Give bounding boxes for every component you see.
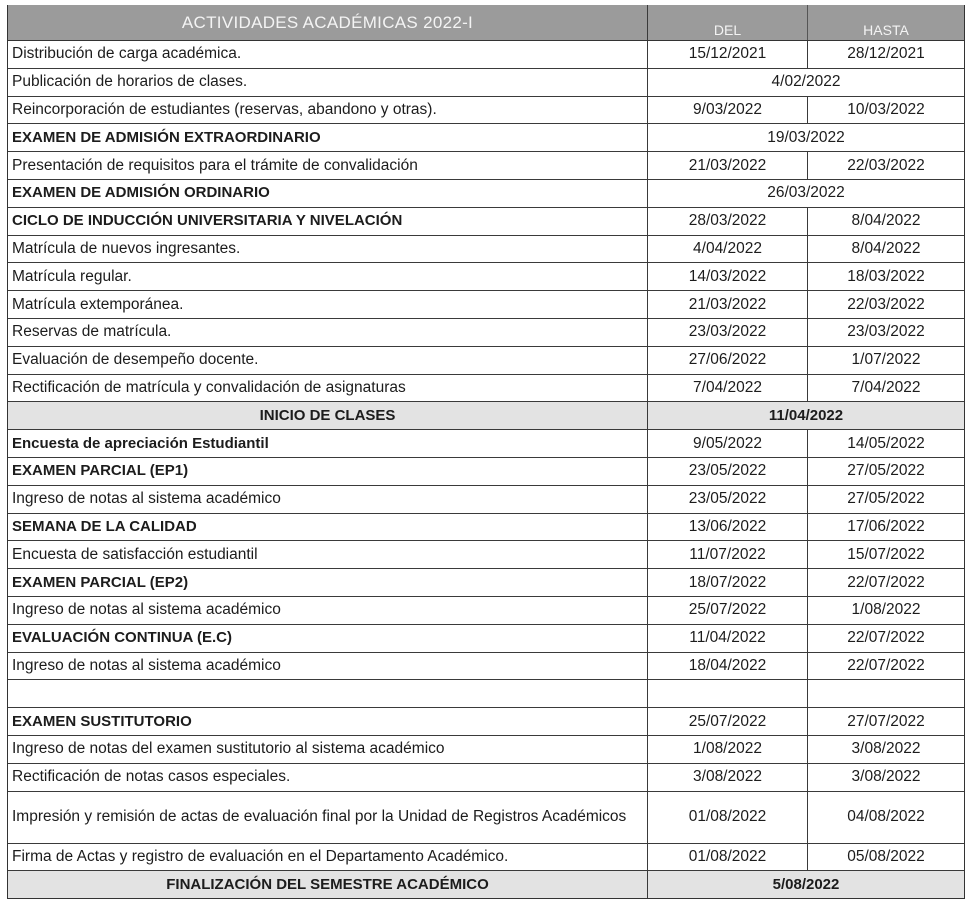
table-row-empty — [8, 680, 964, 708]
table-row — [8, 625, 964, 653]
table-row — [8, 597, 964, 625]
column-header-from: DEL — [648, 5, 808, 40]
activity-cell: INICIO DE CLASES — [8, 402, 648, 429]
activity-cell: CICLO DE INDUCCIÓN UNIVERSITARIA Y NIVELACIÓN — [8, 208, 648, 235]
activity-cell: Reincorporación de estudiantes (reservas, abandono y otras). — [8, 97, 648, 124]
from-date-cell: 25/07/2022 — [648, 708, 808, 735]
to-date-cell: 3/08/2022 — [851, 740, 921, 758]
from-date-cell: 23/05/2022 — [648, 486, 808, 513]
table-row — [8, 486, 964, 514]
from-date-cell: 21/03/2022 — [648, 291, 808, 318]
from-date-cell: 7/04/2022 — [648, 375, 808, 402]
table-row-highlight — [8, 402, 964, 430]
from-date-cell: 9/05/2022 — [648, 430, 808, 457]
activity-cell: Firma de Actas y registro de evaluación en el Departamento Académico. — [8, 844, 648, 871]
activity-cell: EXAMEN SUSTITUTORIO — [8, 708, 648, 735]
table-row — [8, 41, 964, 69]
from-date-cell: 9/03/2022 — [648, 97, 808, 124]
table-title: ACTIVIDADES ACADÉMICAS 2022-I — [8, 5, 648, 40]
to-date-cell: 8/04/2022 — [851, 239, 921, 257]
column-header-to: HASTA — [863, 22, 909, 38]
table-row — [8, 208, 964, 236]
date-cell: 26/03/2022 — [767, 184, 845, 202]
from-date-cell: 11/04/2022 — [648, 625, 808, 652]
to-date-cell: 3/08/2022 — [851, 768, 921, 786]
table-row — [8, 152, 964, 180]
date-cell: 19/03/2022 — [767, 128, 845, 146]
table-row — [8, 792, 964, 844]
activity-cell: EVALUACIÓN CONTINUA (E.C) — [8, 625, 648, 652]
table-row — [8, 430, 964, 458]
to-date-cell: 22/03/2022 — [847, 156, 925, 174]
to-date-cell: 22/07/2022 — [847, 629, 925, 647]
table-row — [8, 458, 964, 486]
table-row — [8, 97, 964, 125]
to-date-cell: 23/03/2022 — [847, 323, 925, 341]
table-row — [8, 319, 964, 347]
from-date-cell: 01/08/2022 — [648, 844, 808, 871]
to-date-cell — [808, 680, 964, 707]
from-date-cell: 27/06/2022 — [648, 347, 808, 374]
date-cell: 11/04/2022 — [768, 406, 844, 424]
table-row — [8, 708, 964, 736]
activity-cell: Encuesta de satisfacción estudiantil — [8, 541, 648, 568]
activity-cell: SEMANA DE LA CALIDAD — [8, 514, 648, 541]
to-date-cell: 17/06/2022 — [847, 517, 925, 535]
from-date-cell: 23/05/2022 — [648, 458, 808, 485]
activity-cell: EXAMEN PARCIAL (EP2) — [8, 569, 648, 596]
to-date-cell: 05/08/2022 — [847, 847, 925, 865]
table-row — [8, 375, 964, 403]
from-date-cell: 21/03/2022 — [648, 152, 808, 179]
from-date-cell: 01/08/2022 — [648, 792, 808, 843]
to-date-cell: 04/08/2022 — [847, 808, 925, 826]
from-date-cell — [648, 680, 808, 707]
table-row — [8, 124, 964, 152]
activity-cell: Rectificación de notas casos especiales. — [8, 764, 648, 791]
activity-cell: Matrícula extemporánea. — [8, 291, 648, 318]
activity-cell: Rectificación de matrícula y convalidación de asignaturas — [8, 375, 648, 402]
activity-cell: Impresión y remisión de actas de evaluación final por la Unidad de Registros Académicos — [8, 792, 648, 843]
from-date-cell: 1/08/2022 — [648, 736, 808, 763]
table-row — [8, 263, 964, 291]
from-date-cell: 4/04/2022 — [648, 236, 808, 263]
to-date-cell: 7/04/2022 — [851, 378, 921, 396]
activity-cell: Publicación de horarios de clases. — [8, 69, 648, 96]
table-row — [8, 69, 964, 97]
to-date-cell: 15/07/2022 — [847, 545, 925, 563]
table-header — [8, 5, 964, 41]
from-date-cell: 25/07/2022 — [648, 597, 808, 624]
activity-cell: Ingreso de notas al sistema académico — [8, 653, 648, 680]
to-date-cell: 27/05/2022 — [847, 490, 925, 508]
from-date-cell: 18/07/2022 — [648, 569, 808, 596]
table-row — [8, 514, 964, 542]
activity-cell: Distribución de carga académica. — [8, 41, 648, 68]
from-date-cell: 11/07/2022 — [648, 541, 808, 568]
activity-cell: Ingreso de notas del examen sustitutorio al sistema académico — [8, 736, 648, 763]
to-date-cell: 10/03/2022 — [847, 100, 925, 118]
table-row — [8, 569, 964, 597]
activity-cell: Encuesta de apreciación Estudiantil — [8, 430, 648, 457]
table-row — [8, 236, 964, 264]
to-date-cell: 22/07/2022 — [847, 656, 925, 674]
table-row — [8, 736, 964, 764]
activity-cell: Ingreso de notas al sistema académico — [8, 486, 648, 513]
activity-cell: EXAMEN PARCIAL (EP1) — [8, 458, 648, 485]
date-cell: 5/08/2022 — [772, 875, 840, 893]
academic-calendar-table — [7, 5, 965, 899]
to-date-cell: 8/04/2022 — [851, 212, 921, 230]
activity-cell: Presentación de requisitos para el trámite de convalidación — [8, 152, 648, 179]
activity-cell: Matrícula regular. — [8, 263, 648, 290]
table-row — [8, 764, 964, 792]
activity-cell: EXAMEN DE ADMISIÓN EXTRAORDINARIO — [8, 124, 648, 151]
table-row — [8, 347, 964, 375]
table-row — [8, 541, 964, 569]
table-row-highlight — [8, 871, 964, 899]
table-row — [8, 291, 964, 319]
from-date-cell: 15/12/2021 — [648, 41, 808, 68]
from-date-cell: 3/08/2022 — [648, 764, 808, 791]
to-date-cell: 27/07/2022 — [847, 712, 925, 730]
activity-cell: Evaluación de desempeño docente. — [8, 347, 648, 374]
to-date-cell: 1/08/2022 — [851, 601, 921, 619]
date-cell: 4/02/2022 — [771, 73, 841, 91]
from-date-cell: 18/04/2022 — [648, 653, 808, 680]
to-date-cell: 18/03/2022 — [847, 267, 925, 285]
to-date-cell: 22/07/2022 — [847, 573, 925, 591]
from-date-cell: 13/06/2022 — [648, 514, 808, 541]
to-date-cell: 22/03/2022 — [847, 295, 925, 313]
from-date-cell: 23/03/2022 — [648, 319, 808, 346]
activity-cell: Reservas de matrícula. — [8, 319, 648, 346]
activity-cell: FINALIZACIÓN DEL SEMESTRE ACADÉMICO — [8, 871, 648, 898]
from-date-cell: 14/03/2022 — [648, 263, 808, 290]
to-date-cell: 14/05/2022 — [847, 434, 925, 452]
table-row — [8, 180, 964, 208]
from-date-cell: 28/03/2022 — [648, 208, 808, 235]
activity-cell — [8, 680, 648, 707]
to-date-cell: 27/05/2022 — [847, 462, 925, 480]
to-date-cell: 28/12/2021 — [847, 45, 925, 63]
activity-cell: EXAMEN DE ADMISIÓN ORDINARIO — [8, 180, 648, 207]
activity-cell: Matrícula de nuevos ingresantes. — [8, 236, 648, 263]
to-date-cell: 1/07/2022 — [851, 351, 921, 369]
activity-cell: Ingreso de notas al sistema académico — [8, 597, 648, 624]
table-row — [8, 653, 964, 681]
table-row — [8, 844, 964, 872]
